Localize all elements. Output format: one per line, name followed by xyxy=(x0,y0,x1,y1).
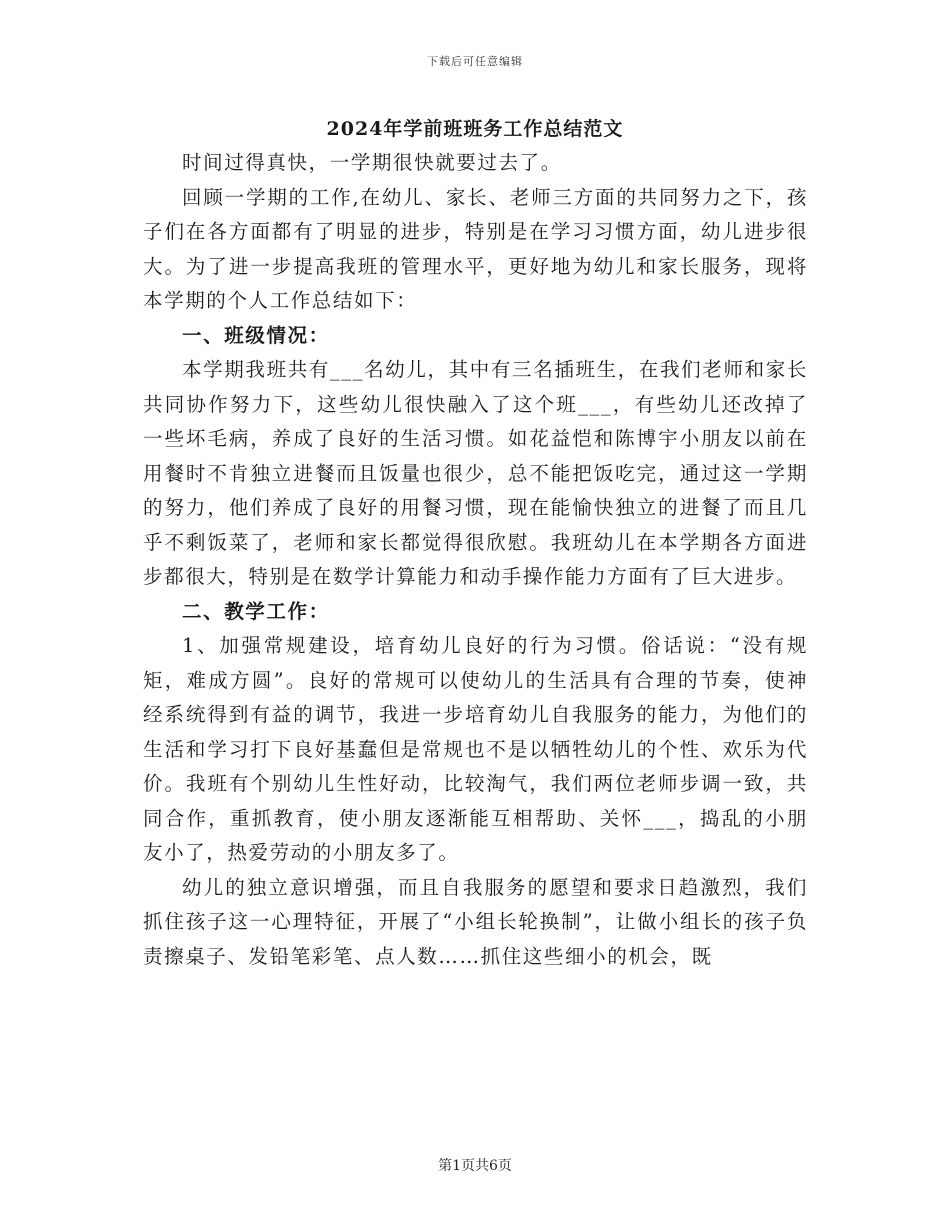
paragraph-class-situation: 本学期我班共有___名幼儿，其中有三名插班生，在我们老师和家长共同协作努力下，这些幼儿很快融入了这个班___，有些幼儿还改掉了一些坏毛病，养成了良好的生活习惯。如花益恺和陈博宇小朋友以前在用餐时不肯独立进餐而且饭量也很少，总不能把饭吃完，通过这一学期的努力，他们养成了良好的用餐习惯，现在能愉快独立的进餐了而且几乎不剩饭菜了，老师和家长都觉得很欣慰。我班幼儿在本学期各方面进步都很大，特别是在数学计算能力和动手操作能力方面有了巨大进步。 xyxy=(143,358,808,588)
header-note: 下载后可任意编辑 xyxy=(427,55,523,68)
paragraph-independence: 幼儿的独立意识增强，而且自我服务的愿望和要求日趋激烈，我们抓住孩子这一心理特征，开展了“小组长轮换制”，让做小组长的孩子负责擦桌子、发铅笔彩笔、点人数……抓住这些细小的机会，既 xyxy=(143,875,808,968)
section-heading-class-situation: 一、班级情况： xyxy=(182,323,330,347)
page-footer: 第1页共6页 xyxy=(438,1158,512,1174)
paragraph-review: 回顾一学期的工作,在幼儿、家长、老师三方面的共同努力之下，孩子们在各方面都有了明显的进步，特别是在学习习惯方面，幼儿进步很大。为了进一步提高我班的管理水平，更好地为幼儿和家长服务，现将本学期的个人工作总结如下： xyxy=(143,185,808,312)
paragraph-intro: 时间过得真快，一学期很快就要过去了。 xyxy=(182,151,562,174)
section-heading-teaching-work: 二、教学工作： xyxy=(182,599,330,623)
paragraph-routine-building: 1、加强常规建设，培育幼儿良好的行为习惯。俗话说：“没有规矩，难成方圆”。良好的常规可以使幼儿的生活具有合理的节奏，使神经系统得到有益的调节，我进一步培育幼儿自我服务的能力，为他们的生活和学习打下良好基蠢但是常规也不是以牺牲幼儿的个性、欢乐为代价。我班有个别幼儿生性好动，比较淘气，我们两位老师步调一致，共同合作，重抓教育，使小朋友逐渐能互相帮助、关怀___，捣乱的小朋友小了，热爱劳动的小朋友多了。 xyxy=(143,634,808,864)
document-title: 2024年学前班班务工作总结范文 xyxy=(326,118,624,140)
document-body xyxy=(143,146,808,974)
